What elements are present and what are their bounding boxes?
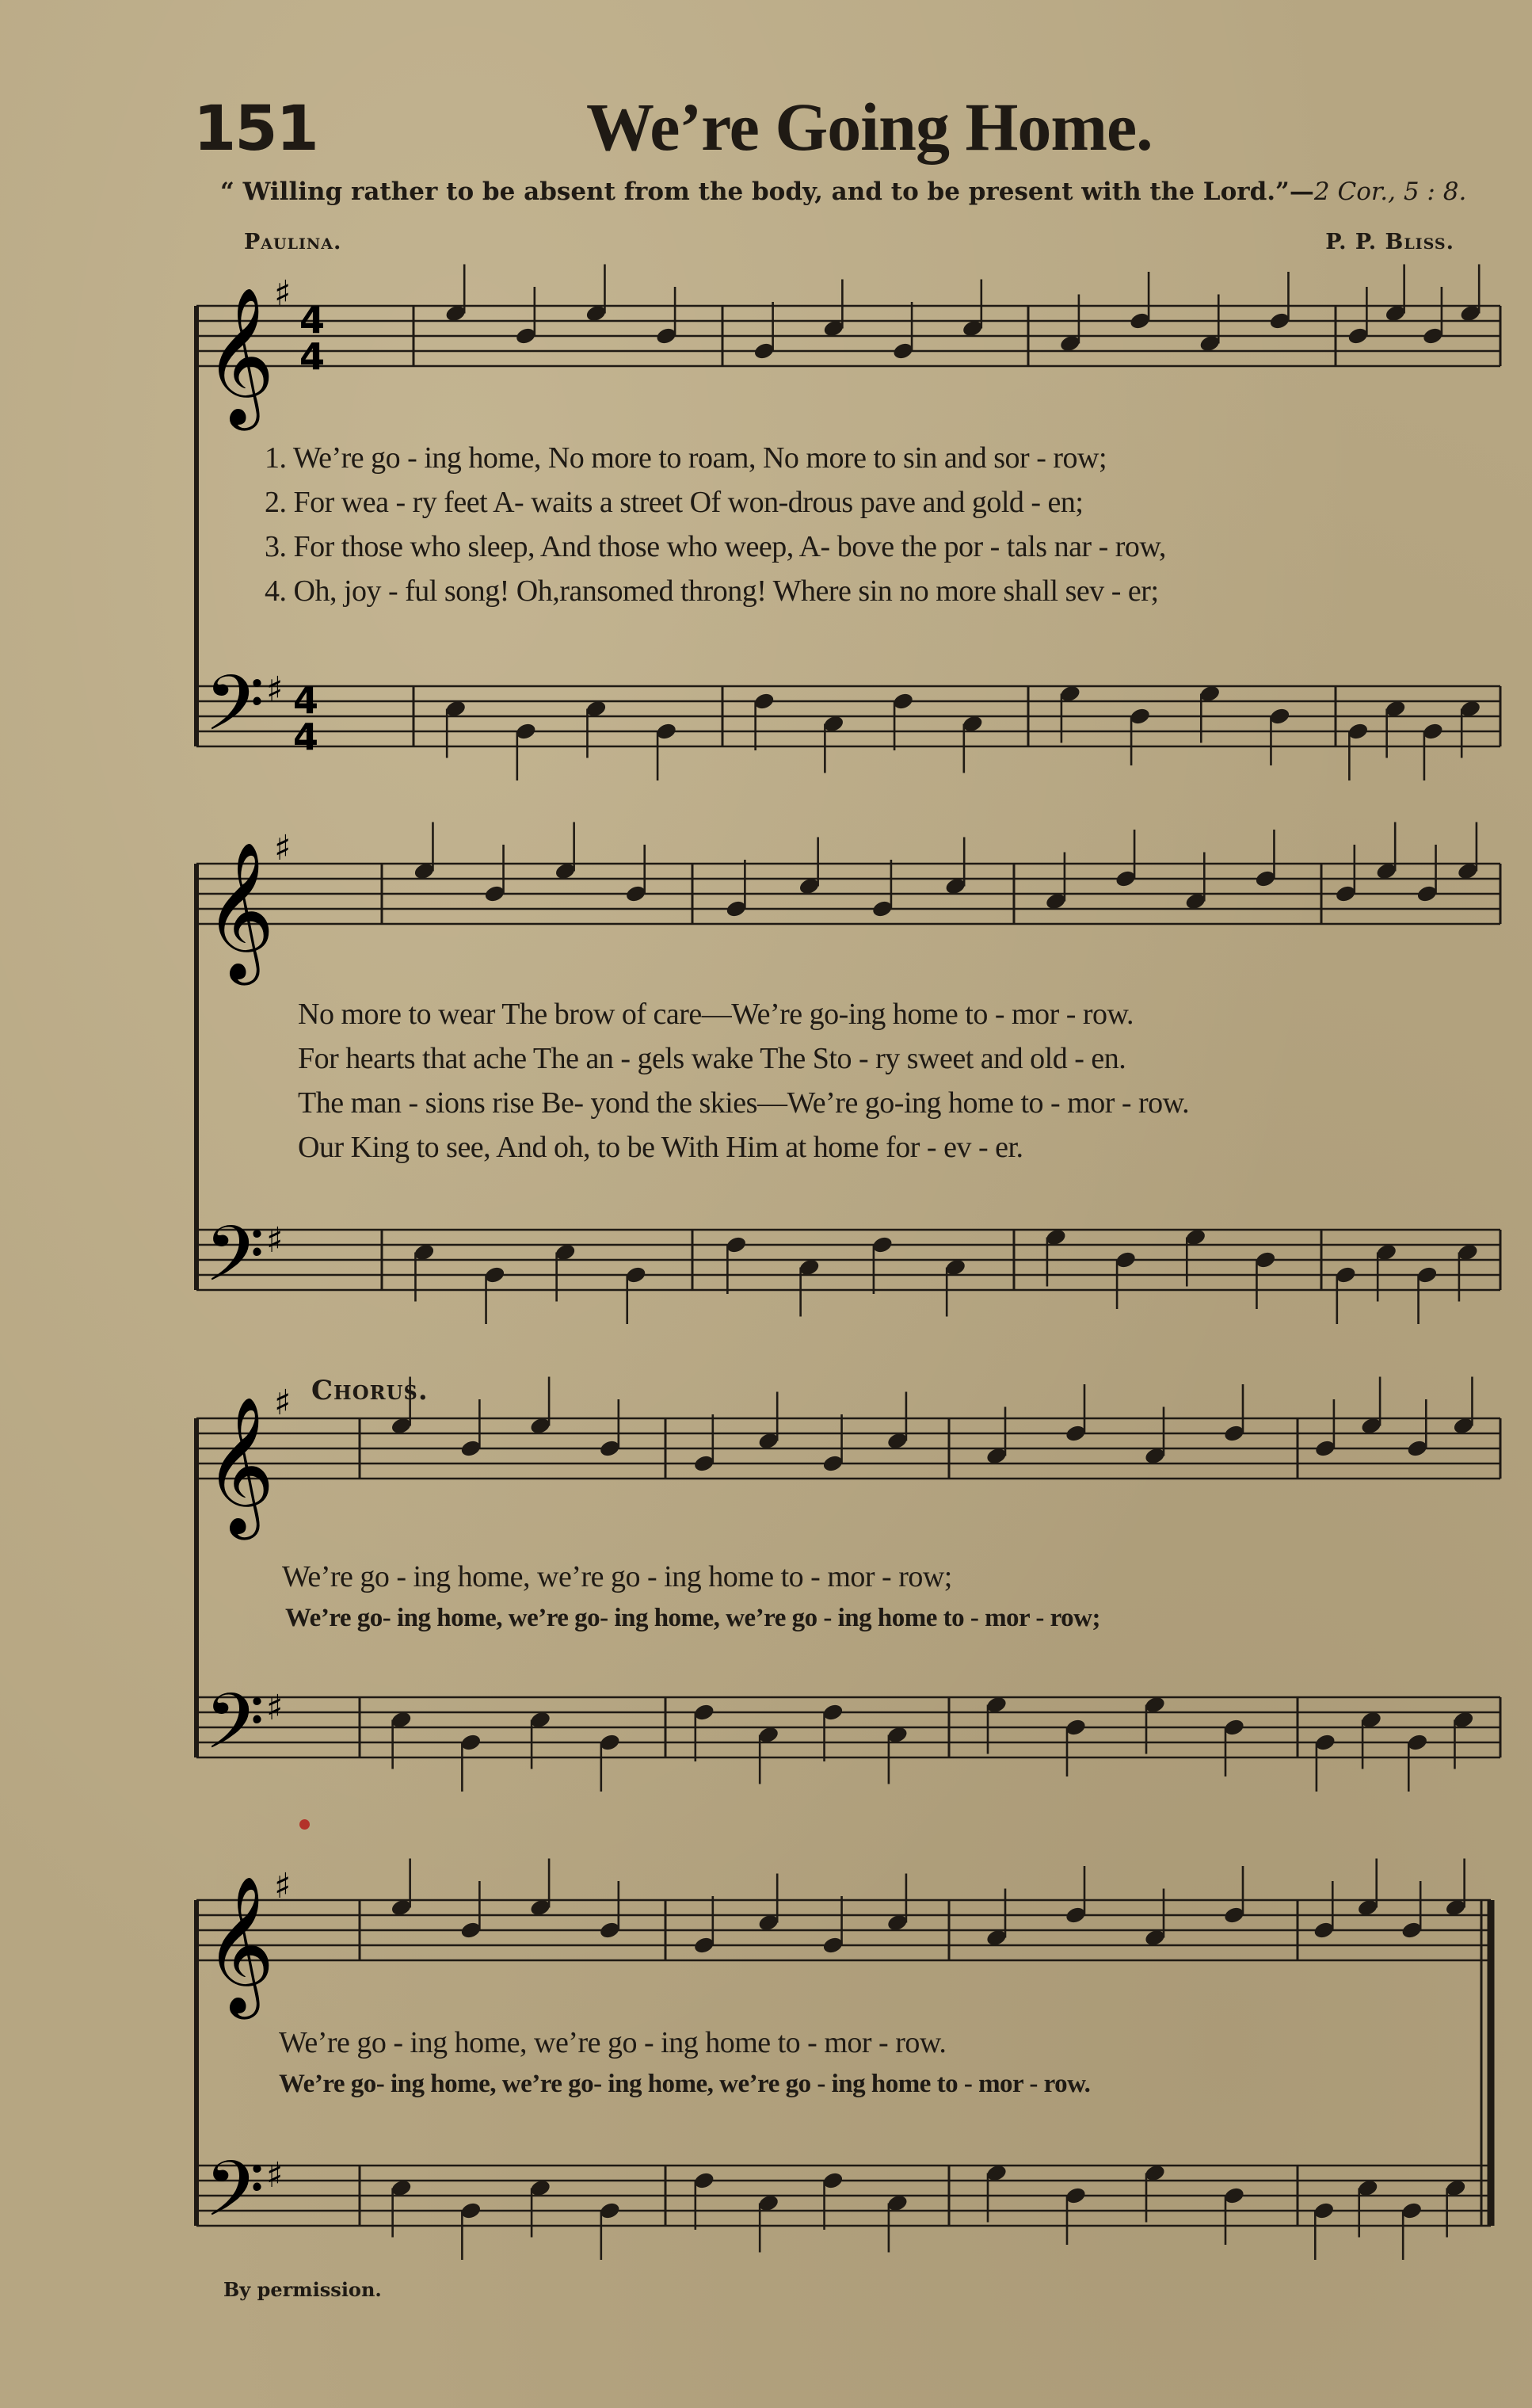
svg-text:♯: ♯ bbox=[274, 273, 292, 314]
svg-text:♯: ♯ bbox=[266, 1220, 284, 1261]
verse-2-line-2: For hearts that ache The an - gels wake The Sto - ry sweet and old - en. bbox=[298, 1042, 1126, 1075]
scripture-reference: 2 Cor., 5 : 8. bbox=[1313, 177, 1467, 206]
verse-4-line-2: Our King to see, And oh, to be With Him at home for - ev - er. bbox=[298, 1131, 1023, 1164]
verse-1-line-2: No more to wear The brow of care—We’re go-ing home to - mor - row. bbox=[298, 998, 1134, 1031]
time-signature bbox=[293, 299, 325, 758]
svg-text:𝄞: 𝄞 bbox=[204, 841, 275, 979]
verse-1-line-1: 1. We’re go - ing home, No more to roam, No more to sin and sor - row; bbox=[265, 441, 1107, 475]
svg-text:𝄞: 𝄞 bbox=[204, 287, 275, 425]
hymn-title: We’re Going Home. bbox=[586, 89, 1153, 165]
hymn-number: 151 bbox=[193, 93, 318, 165]
svg-text:𝄢: 𝄢 bbox=[204, 1208, 265, 1318]
svg-text:𝄢: 𝄢 bbox=[204, 658, 265, 767]
svg-text:𝄢: 𝄢 bbox=[204, 2143, 265, 2253]
chorus-bass-line-2: We’re go- ing home, we’re go- ing home, we’re go - ing home to - mor - row. bbox=[279, 2070, 1091, 2098]
svg-text:♯: ♯ bbox=[266, 2155, 284, 2196]
svg-text:♯: ♯ bbox=[266, 670, 284, 710]
svg-text:𝄞: 𝄞 bbox=[204, 1876, 275, 2013]
chorus-label: Chorus. bbox=[311, 1375, 429, 1406]
permission-note: By permission. bbox=[223, 2278, 382, 2301]
svg-text:♯: ♯ bbox=[266, 1688, 284, 1728]
svg-text:♯: ♯ bbox=[274, 828, 292, 868]
svg-text:𝄞: 𝄞 bbox=[204, 1396, 275, 1534]
svg-text:♯: ♯ bbox=[274, 1383, 292, 1423]
time-signature-bottom: 4 bbox=[299, 335, 326, 378]
svg-text:♯: ♯ bbox=[274, 1866, 292, 1906]
time-signature-bottom: 4 bbox=[293, 716, 319, 758]
chorus-soprano-line-1: We’re go - ing home, we’re go - ing home to - mor - row; bbox=[282, 1560, 952, 1593]
verse-4-line-1: 4. Oh, joy - ful song! Oh,ransomed throng! Where sin no more shall sev - er; bbox=[265, 574, 1159, 608]
ink-stain bbox=[299, 1819, 310, 1830]
svg-text:𝄢: 𝄢 bbox=[204, 1676, 265, 1785]
time-signature-top: 4 bbox=[299, 299, 326, 342]
time-signature-top: 4 bbox=[293, 679, 319, 722]
verse-2-line-1: 2. For wea - ry feet A- waits a street Of won-drous pave and gold - en; bbox=[265, 486, 1084, 519]
verse-3-line-2: The man - sions rise Be- yond the skies—We’re go-ing home to - mor - row. bbox=[298, 1086, 1190, 1120]
chorus-soprano-line-2: We’re go - ing home, we’re go - ing home to - mor - row. bbox=[279, 2026, 947, 2059]
verse-3-line-1: 3. For those who sleep, And those who weep, A- bove the por - tals nar - row, bbox=[265, 530, 1166, 563]
tune-name: Paulina. bbox=[244, 230, 342, 254]
composer-name: P. P. Bliss. bbox=[1325, 230, 1454, 254]
scripture-text: “ Willing rather to be absent from the body, and to be present with the Lord.”— bbox=[220, 177, 1314, 206]
chorus-bass-line-1: We’re go- ing home, we’re go- ing home, we’re go - ing home to - mor - row; bbox=[285, 1604, 1100, 1632]
